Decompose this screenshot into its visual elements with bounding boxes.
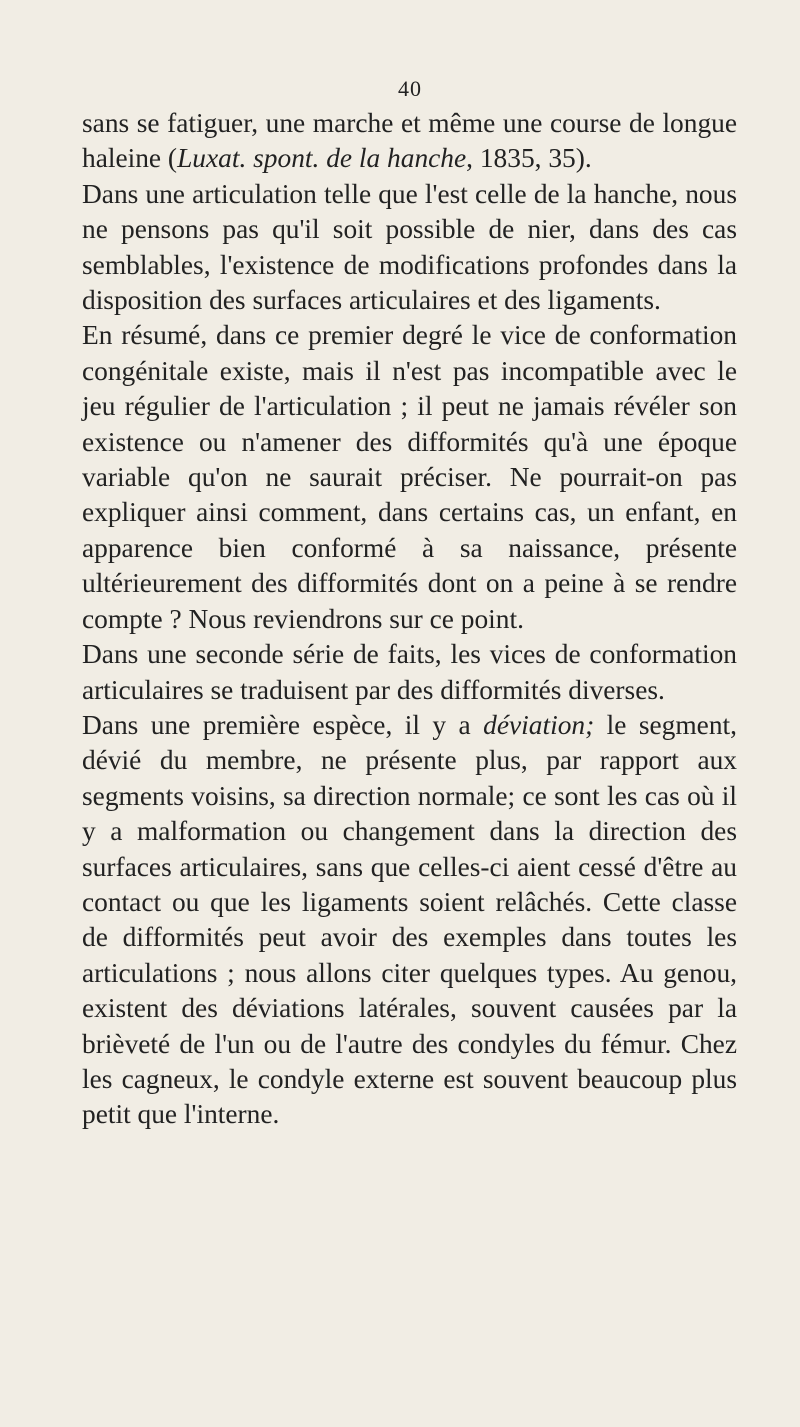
- paragraph-3: [82, 318, 737, 637]
- paragraph-4: [82, 637, 737, 708]
- paragraph-5-text-b: le segment, dévié du membre, ne présente plus, par rapport aux segments voisins, sa direction normale; ce sont les cas où il y a malformation ou changement dans la direction des surfaces articulaires, sans que celles-ci aient cessé d'être au contact ou que les ligaments soient relâchés. Cette classe de difformités peut avoir des exemples dans toutes les articulations ; nous allons citer quelques types. Au genou, existent des déviations latérales, souvent causées par la brièveté de l'un ou de l'autre des condyles du fémur. Chez les cagneux, le condyle externe est souvent beaucoup plus petit que l'interne.: [82, 709, 737, 1130]
- paragraph-2-text: Dans une articulation telle que l'est celle de la hanche, nous ne pensons pas qu'il soit possible de nier, dans des cas semblables, l'existence de modifications profondes dans la disposition des surfaces articulaires et des ligaments.: [82, 178, 737, 316]
- paragraph-5-text-a: Dans une première espèce, il y a: [82, 709, 484, 740]
- paragraph-1: [82, 106, 737, 177]
- page-number: 40: [398, 76, 422, 101]
- body-text: [82, 106, 737, 1133]
- paragraph-3-text: En résumé, dans ce premier degré le vice de conformation congénitale existe, mais il n'est pas incompatible avec le jeu régulier de l'articulation ; il peut ne jamais révéler son existence ou n'amener des difformités qu'à une époque variable qu'on ne saurait préciser. Ne pourrait-on pas expliquer ainsi comment, dans certains cas, un enfant, en apparence bien conformé à sa naissance, présente ultérieurement des difformités dont on a peine à se rendre compte ? Nous reviendrons sur ce point.: [82, 320, 737, 634]
- paragraph-1-text-b: , 1835, 35).: [466, 143, 592, 174]
- paragraph-1-citation: Luxat. spont. de la hanche: [177, 143, 467, 174]
- paragraph-1-text-a: sans se fatiguer, une marche et même une course de longue haleine (: [82, 108, 737, 174]
- paragraph-4-text: Dans une seconde série de faits, les vices de conformation articulaires se traduisent par des difformités diverses.: [82, 639, 737, 705]
- paragraph-5: [82, 708, 737, 1133]
- paragraph-5-term: déviation;: [483, 709, 595, 740]
- paragraph-2: [82, 177, 737, 319]
